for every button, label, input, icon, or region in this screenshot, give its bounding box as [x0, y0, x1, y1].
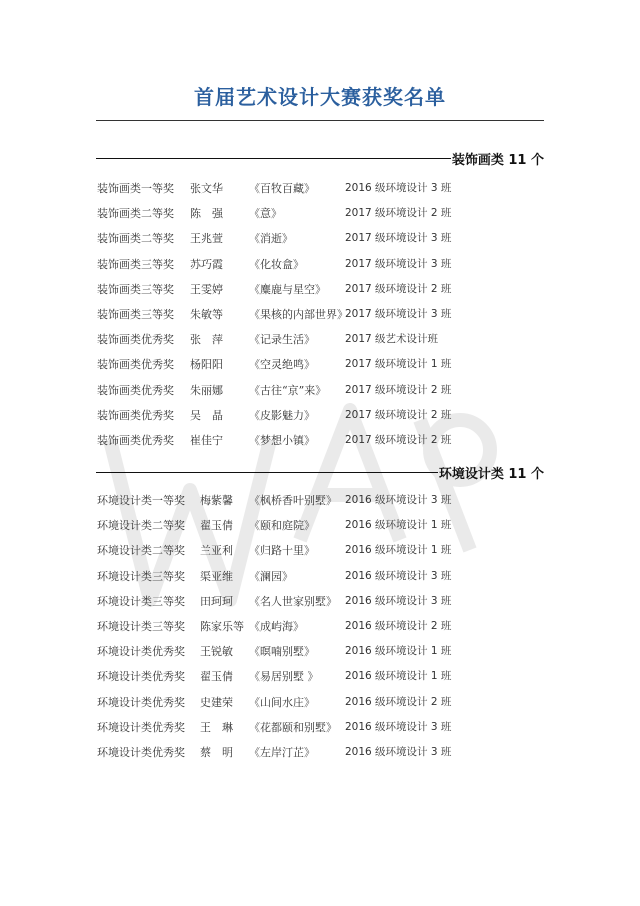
award-row: [97, 690, 557, 715]
award-level: 环境设计类优秀奖: [97, 645, 185, 659]
award-level: 环境设计类优秀奖: [97, 720, 185, 734]
award-level: 环境设计类三等奖: [97, 619, 185, 633]
work-title: 《成屿海》: [249, 619, 304, 633]
section-heading-label: 装饰画类 11 个: [451, 152, 544, 168]
winner-name: 史建荣: [200, 695, 233, 709]
award-list-environment-design: [97, 488, 557, 765]
winner-name: 梅紫馨: [200, 494, 233, 507]
class-name: 2017 级环境设计 2 班: [345, 433, 452, 446]
class-name: 2017 级环境设计 3 班: [345, 257, 452, 270]
class-name: 2017 级艺术设计班: [345, 333, 439, 346]
award-row: [97, 327, 557, 352]
work-title: 《名人世家别墅》: [249, 594, 337, 608]
award-level: 环境设计类三等奖: [97, 594, 185, 608]
winner-name: 吴 晶: [190, 408, 223, 422]
award-level: 装饰画类优秀奖: [97, 408, 174, 422]
award-row: [97, 428, 557, 453]
winner-name: 蔡 明: [200, 745, 233, 759]
class-name: 2017 级环境设计 2 班: [345, 207, 452, 220]
award-row: [97, 589, 557, 614]
work-title: 《澜园》: [249, 569, 293, 583]
class-name: 2016 级环境设计 3 班: [345, 594, 452, 607]
award-level: 装饰画类优秀奖: [97, 358, 174, 372]
winner-name: 陈家乐等: [200, 619, 244, 633]
winner-name: 王雯婷: [190, 282, 223, 296]
award-level: 环境设计类一等奖: [97, 494, 185, 507]
work-title: 《古往“京”来》: [249, 383, 327, 397]
class-name: 2016 级环境设计 1 班: [345, 670, 452, 683]
work-title: 《皮影魅力》: [249, 408, 315, 422]
award-level: 环境设计类二等奖: [97, 519, 185, 533]
work-title: 《归路十里》: [249, 544, 315, 558]
work-title: 《颐和庭院》: [249, 519, 315, 533]
section-heading-environment-design: [96, 462, 544, 482]
winner-name: 翟玉倩: [200, 519, 233, 533]
class-name: 2016 级环境设计 3 班: [345, 745, 452, 758]
award-level: 装饰画类二等奖: [97, 232, 174, 246]
award-row: [97, 664, 557, 689]
award-row: [97, 639, 557, 664]
award-level: 环境设计类三等奖: [97, 569, 185, 583]
winner-name: 王 琳: [200, 720, 233, 734]
class-name: 2016 级环境设计 1 班: [345, 519, 452, 532]
award-row: [97, 378, 557, 403]
award-row: [97, 740, 557, 765]
heading-rule: [96, 472, 438, 473]
winner-name: 杨阳阳: [190, 358, 223, 372]
winner-name: 崔佳宁: [190, 433, 223, 447]
section-heading-decorative-painting: [96, 148, 544, 168]
section-heading-label: 环境设计类 11 个: [438, 466, 544, 482]
winner-name: 张 萍: [190, 333, 223, 347]
award-row: [97, 614, 557, 639]
winner-name: 渠亚维: [200, 569, 233, 583]
work-title: 《消逝》: [249, 232, 293, 246]
winner-name: 张文华: [190, 182, 223, 195]
class-name: 2017 级环境设计 2 班: [345, 282, 452, 295]
award-level: 装饰画类三等奖: [97, 307, 174, 321]
class-name: 2016 级环境设计 3 班: [345, 494, 452, 506]
award-row: [97, 513, 557, 538]
work-title: 《空灵绝鸣》: [249, 358, 315, 372]
award-row: [97, 277, 557, 302]
work-title: 《花都颐和别墅》: [249, 720, 337, 734]
work-title: 《暝喃别墅》: [249, 645, 315, 659]
award-row: [97, 403, 557, 428]
award-level: 装饰画类优秀奖: [97, 433, 174, 447]
class-name: 2017 级环境设计 1 班: [345, 358, 452, 371]
heading-rule: [96, 158, 451, 159]
title-divider: [96, 120, 544, 121]
award-row: [97, 564, 557, 589]
class-name: 2016 级环境设计 1 班: [345, 645, 452, 658]
work-title: 《百牧百藏》: [249, 182, 315, 195]
award-level: 环境设计类优秀奖: [97, 695, 185, 709]
page-title: 首届艺术设计大赛获奖名单: [194, 85, 446, 109]
class-name: 2017 级环境设计 2 班: [345, 408, 452, 421]
award-level: 环境设计类优秀奖: [97, 670, 185, 684]
winner-name: 朱丽娜: [190, 383, 223, 397]
award-row: [97, 226, 557, 251]
class-name: 2017 级环境设计 3 班: [345, 232, 452, 245]
award-row: [97, 302, 557, 327]
winner-name: 朱敏等: [190, 307, 223, 321]
class-name: 2016 级环境设计 3 班: [345, 182, 452, 194]
award-level: 装饰画类一等奖: [97, 182, 174, 195]
award-row: [97, 488, 557, 513]
award-row: [97, 352, 557, 377]
winner-name: 兰亚利: [200, 544, 233, 558]
work-title: 《易居别墅 》: [249, 670, 319, 684]
award-level: 装饰画类三等奖: [97, 257, 174, 271]
award-level: 装饰画类优秀奖: [97, 333, 174, 347]
winner-name: 田珂珂: [200, 594, 233, 608]
award-row: [97, 176, 557, 201]
class-name: 2017 级环境设计 2 班: [345, 383, 452, 396]
award-row: [97, 538, 557, 563]
class-name: 2016 级环境设计 3 班: [345, 569, 452, 582]
award-row: [97, 252, 557, 277]
award-level: 装饰画类二等奖: [97, 207, 174, 221]
work-title: 《化妆盒》: [249, 257, 304, 271]
work-title: 《果核的内部世界》: [249, 307, 348, 321]
award-level: 环境设计类优秀奖: [97, 745, 185, 759]
class-name: 2017 级环境设计 3 班: [345, 307, 452, 320]
winner-name: 翟玉倩: [200, 670, 233, 684]
winner-name: 陈 强: [190, 207, 223, 221]
work-title: 《记录生活》: [249, 333, 315, 347]
award-level: 环境设计类二等奖: [97, 544, 185, 558]
class-name: 2016 级环境设计 1 班: [345, 544, 452, 557]
award-row: [97, 715, 557, 740]
winner-name: 王兆萱: [190, 232, 223, 246]
award-list-decorative-painting: [97, 176, 557, 453]
work-title: 《左岸汀芷》: [249, 745, 315, 759]
class-name: 2016 级环境设计 2 班: [345, 695, 452, 708]
award-row: [97, 201, 557, 226]
work-title: 《山间水庄》: [249, 695, 315, 709]
work-title: 《枫桥香叶别墅》: [249, 494, 337, 507]
class-name: 2016 级环境设计 3 班: [345, 720, 452, 733]
work-title: 《意》: [249, 207, 282, 221]
award-level: 装饰画类优秀奖: [97, 383, 174, 397]
class-name: 2016 级环境设计 2 班: [345, 619, 452, 632]
work-title: 《麋鹿与星空》: [249, 282, 326, 296]
winner-name: 王锐敏: [200, 645, 233, 659]
award-level: 装饰画类三等奖: [97, 282, 174, 296]
work-title: 《梦想小镇》: [249, 433, 315, 447]
winner-name: 苏巧霞: [190, 257, 223, 271]
